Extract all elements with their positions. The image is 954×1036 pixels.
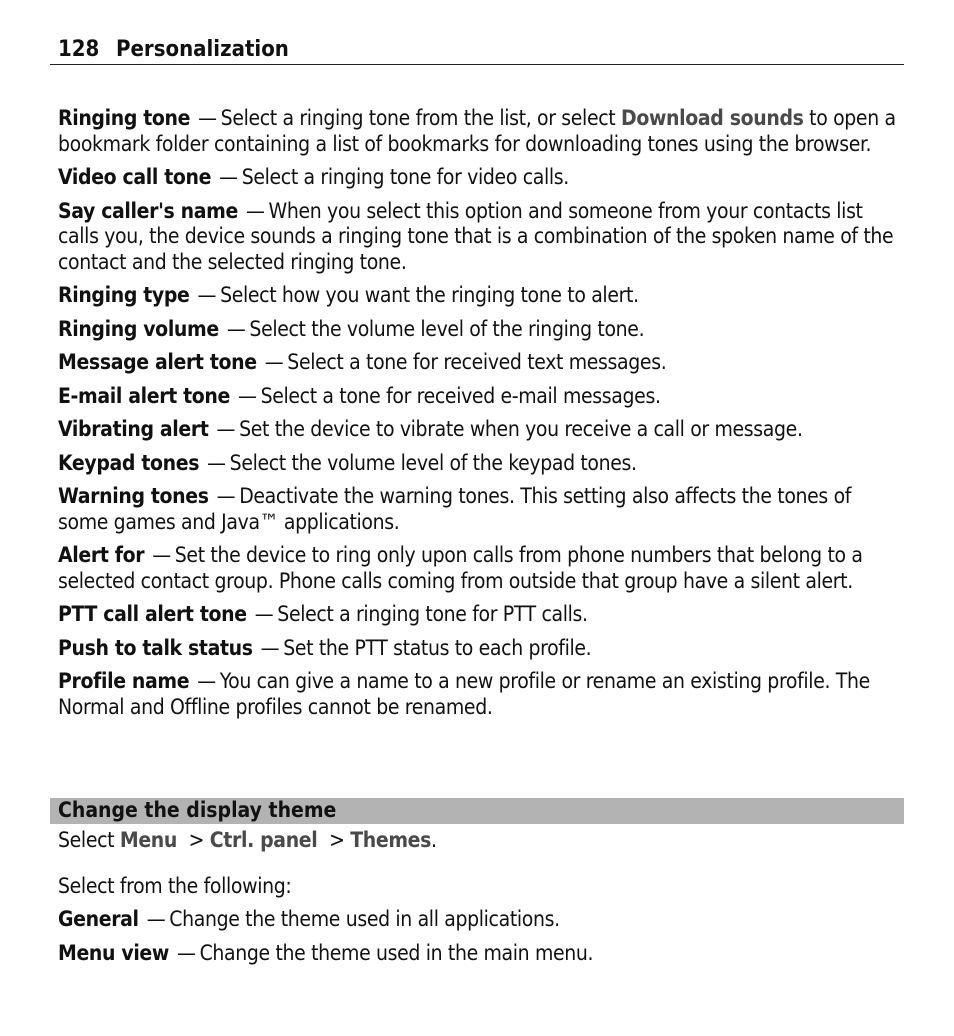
select-prefix: Select — [58, 828, 115, 852]
setting-term: Warning tones — [58, 484, 209, 508]
option-desc: Change the theme used in all applications. — [169, 907, 560, 931]
dash: — — [207, 450, 226, 475]
setting-desc: Deactivate the warning tones. This setting also affects the tones of some games and Java™ applications. — [58, 484, 852, 534]
path-separator: > — [188, 828, 205, 852]
dash: — — [146, 907, 166, 931]
setting-desc: Select how you want the ringing tone to alert. — [220, 283, 639, 307]
setting-term: Ringing tone — [58, 106, 191, 130]
setting-term: Say caller's name — [58, 198, 238, 223]
dash: — — [216, 417, 236, 441]
path-end: . — [431, 828, 437, 852]
section-heading-bar — [50, 798, 904, 824]
setting-desc-continued: to open a bookmark folder containing a list of bookmarks for downloading tones using the browser. — [58, 106, 896, 156]
menu-path-themes: Themes — [350, 828, 432, 852]
section-heading: Change the display theme — [58, 798, 337, 822]
dash: — — [198, 106, 217, 130]
setting-desc: Select a tone for received text messages. — [287, 350, 667, 374]
menu-reference: Download sounds — [620, 106, 804, 130]
path-separator: > — [329, 828, 345, 852]
option-general — [58, 907, 900, 933]
setting-desc: Set the device to vibrate when you receive a call or message. — [239, 417, 803, 441]
setting-entry — [58, 283, 900, 309]
dash: — — [226, 316, 246, 341]
setting-desc: Select the volume level of the keypad tones. — [229, 450, 637, 475]
option-term: General — [58, 907, 139, 931]
setting-term: Message alert tone — [58, 350, 257, 374]
dash: — — [197, 283, 217, 307]
setting-entry — [58, 417, 900, 443]
setting-term: Alert for — [58, 543, 145, 567]
setting-desc: When you select this option and someone from your contacts list calls you, the device sounds a ringing tone that is a combination of the spoken name of the contact and the selected ringing tone. — [58, 198, 894, 274]
page-header — [50, 36, 904, 65]
setting-entry — [58, 317, 900, 343]
setting-desc: Select a ringing tone from the list, or select — [220, 106, 621, 130]
dash: — — [219, 165, 238, 189]
setting-term: E-mail alert tone — [58, 383, 230, 408]
setting-desc: Set the device to ring only upon calls from phone numbers that belong to a selected contact group. Phone calls coming from outside that group have a silent alert. — [58, 543, 863, 593]
setting-term: Profile name — [58, 669, 190, 693]
option-desc: Change the theme used in the main menu. — [199, 940, 594, 965]
setting-entry — [58, 636, 900, 662]
setting-desc: Select a tone for received e-mail messages. — [260, 383, 661, 408]
setting-entry — [58, 384, 900, 410]
setting-entry — [58, 106, 900, 157]
setting-term: PTT call alert tone — [58, 602, 247, 626]
option-term: Menu view — [58, 940, 170, 965]
setting-entry — [58, 669, 900, 720]
chapter-title: Personalization — [116, 37, 289, 62]
settings-list — [58, 106, 900, 728]
setting-term: Ringing type — [58, 283, 190, 307]
setting-entry — [58, 451, 900, 477]
dash: — — [197, 669, 216, 693]
dash: — — [216, 484, 236, 508]
page-number: 128 — [58, 37, 100, 62]
setting-desc: You can give a name to a new profile or rename an existing profile. The Normal and Offline profiles cannot be renamed. — [58, 669, 870, 719]
options-intro: Select from the following: — [58, 873, 292, 898]
setting-term: Push to talk status — [58, 635, 253, 660]
dash: — — [245, 198, 265, 223]
setting-term: Keypad tones — [58, 450, 200, 475]
setting-entry — [58, 165, 900, 191]
setting-term: Vibrating alert — [58, 417, 209, 441]
dash: — — [238, 383, 257, 408]
dash: — — [264, 350, 284, 374]
dash: — — [260, 635, 280, 660]
setting-entry — [58, 602, 900, 628]
option-menu-view — [58, 941, 900, 967]
menu-path-ctrl-panel: Ctrl. panel — [209, 828, 318, 852]
menu-path-instruction — [58, 828, 900, 854]
setting-term: Ringing volume — [58, 316, 219, 341]
setting-desc: Select a ringing tone for PTT calls. — [277, 602, 588, 626]
setting-entry — [58, 484, 900, 535]
dash: — — [254, 602, 274, 626]
menu-path-menu: Menu — [119, 828, 177, 852]
setting-entry — [58, 543, 900, 594]
dash: — — [152, 543, 171, 567]
setting-desc: Select the volume level of the ringing tone. — [249, 316, 645, 341]
theme-section — [58, 828, 900, 974]
setting-desc: Set the PTT status to each profile. — [283, 635, 592, 660]
setting-entry — [58, 199, 900, 276]
setting-term: Video call tone — [58, 165, 212, 189]
setting-entry — [58, 350, 900, 376]
setting-desc: Select a ringing tone for video calls. — [241, 165, 569, 189]
dash: — — [177, 940, 196, 965]
